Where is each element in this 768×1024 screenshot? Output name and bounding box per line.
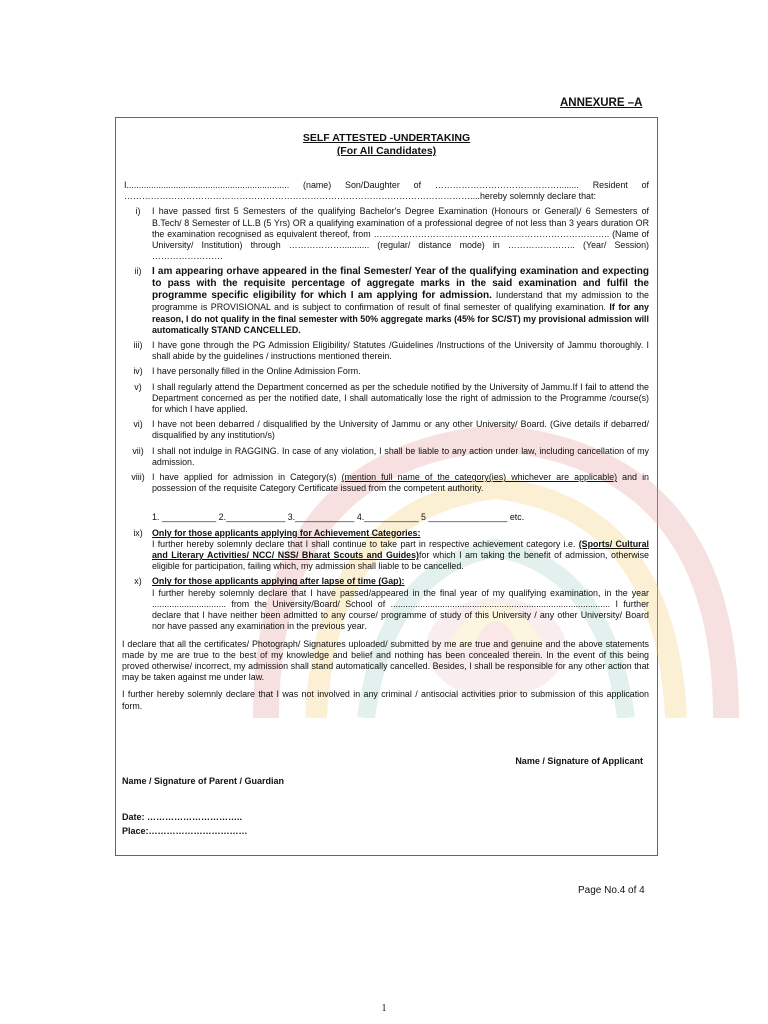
certificate-declaration: I declare that all the certificates/ Photograph/ Signatures uploaded/ submitted by me are true and genuine and the above statements made by me are true to the best of my knowledge and belief and nothing has been concealed therein. In the event of this being proved otherwise/ incorrect, my admission shall stand automatically cancelled. Besides, I shall be responsible for any other action that may be taken against me under law.	[122, 638, 649, 683]
clause-text: I shall regularly attend the Department concerned as per the schedule notified by the University of Jammu.If I fail to attend the Department concerned as per the notified date, I shall automatically lose the right of admission to the Programme /course(s) for which I have applied.	[152, 381, 649, 415]
clause-v	[124, 382, 649, 416]
clause-number: iii)	[133, 340, 143, 351]
form-subtitle: (For All Candidates)	[336, 145, 437, 157]
clause-number: vi)	[133, 419, 143, 430]
clause-text: I have not been debarred / disqualified by the University of Jammu or any other University/ Board. (Give details if debarred/ disqualified by any institution/s)	[152, 419, 649, 441]
clause-viii-text-end: and in possession of the requisite Category Certificate issued from the competent authority.	[152, 472, 649, 494]
criminal-declaration: I further hereby solemnly declare that I was not involved in any criminal / antisocial activities prior to submission of this application form.	[122, 689, 649, 711]
clause-text: I shall not indulge in RAGGING. In case of any violation, I shall be liable to any action under law, including cancellation of my admission.	[152, 445, 649, 467]
clause-x	[124, 576, 649, 632]
clause-number: ii)	[134, 266, 142, 277]
parent-signature-label: Name / Signature of Parent / Guardian	[122, 776, 285, 786]
clause-text: I have personally filled in the Online Admission Form.	[152, 366, 361, 377]
undertaking-form	[115, 117, 658, 856]
clause-ix-categories: (Sports/ Cultural and Literary Activities/ NCC/ NSS/ Bharat Scouts and Guides)	[152, 538, 649, 561]
form-title: SELF ATTESTED -UNDERTAKING	[302, 132, 471, 144]
category-blanks: 1. ___________ 2.____________ 3.____________ 4.___________ 5 ________________ etc.	[152, 512, 525, 523]
clause-viii-note: (mention full name of the category(ies) whichever are applicable)	[341, 472, 618, 483]
clause-ix-text-end: for which I am taking the benefit of admission, otherwise eligible for participation, failing which, my admission shall liable to be cancelled.	[152, 550, 649, 572]
clause-number: v)	[134, 381, 142, 392]
clause-text: I have passed first 5 Semesters of the qualifying Bachelor's Degree Examination (Honours or General)/ 6 Semesters of B.Tech/ 8 Semester of LL.B (5 Yrs) OR a qualifying examination of a professional degree of not less than 3 years duration OR the examination recognised as equivalent thereof, from …………………………………………………………………….. (Name of University/ Institution) through ………………........... (regular/ distance mode) in ………………….. (Year/ Session) ……………………	[152, 206, 649, 262]
clause-i	[124, 206, 649, 262]
clause-ix	[124, 528, 649, 573]
place-field: Place:……………………………	[122, 826, 248, 836]
clause-x-text: I further hereby solemnly declare that I have passed/appeared in the final year of my qualifying examination, in the year .............................. from the University/Board/ School of ......................................................................................... I further declare that I have neither been admitted to any course/ programme of study of this University / any other University/ Board nor have passed any examination in the previous year.	[152, 587, 649, 632]
clause-ii	[124, 266, 649, 336]
clause-vi	[124, 419, 649, 441]
date-field: Date: …………………………..	[122, 812, 243, 822]
clause-number: vii)	[132, 445, 144, 456]
clause-number: ix)	[133, 527, 143, 538]
applicant-signature-label: Name / Signature of Applicant	[515, 756, 643, 766]
clause-viii-text: I have applied for admission in Category(s)	[152, 472, 342, 483]
page-number: Page No.4 of 4	[578, 885, 645, 896]
clause-ii-text: Iunderstand that my admission to the programme is PROVISIONAL and is subject to confirmation of result of final semester of qualifying examination.	[152, 290, 649, 313]
clause-ii-bold-text: I am appearing orhave appeared in the final Semester/ Year of the qualifying examination and expecting to pass with the requisite percentage of aggregate marks in the said examination and fulfil the programme specific eligibility for which I am applying for admission.	[152, 266, 649, 302]
clause-number: i)	[135, 206, 141, 217]
clause-iv	[124, 366, 649, 377]
clause-number: iv)	[133, 366, 143, 377]
clause-ix-heading: Only for those applicants applying for Achievement Categories:	[152, 527, 421, 538]
clause-text: I have gone through the PG Admission Eligibility/ Statutes /Guidelines /Instructions of the University of Jammu thoroughly. I shall abide by the guidelines / instructions mentioned therein.	[152, 340, 649, 362]
clause-number: viii)	[131, 472, 145, 483]
clause-ii-warning: If for any reason, I do not qualify in the final semester with 50% aggregate marks (45% for SC/ST) my provisional admission will automatically STAND CANCELLED.	[152, 302, 649, 335]
form-body	[124, 180, 649, 712]
clause-viii	[124, 472, 649, 494]
clause-vii	[124, 446, 649, 468]
clause-iii	[124, 340, 649, 362]
clause-x-heading: Only for those applicants applying after lapse of time (Gap):	[152, 576, 405, 587]
annexure-label: ANNEXURE –A	[560, 97, 643, 109]
clause-ix-text: I further hereby solemnly declare that I shall continue to take part in respective achievement category i.e.	[152, 538, 579, 549]
clause-number: x)	[134, 576, 142, 587]
footer-page-number: 1	[381, 1003, 387, 1014]
declaration-line: I.................................................................. (name) Son/Daughter of ……………………………………........ Resident of ………………………………………………………………………………………………………....hereby solemnly declare that:	[124, 180, 649, 202]
